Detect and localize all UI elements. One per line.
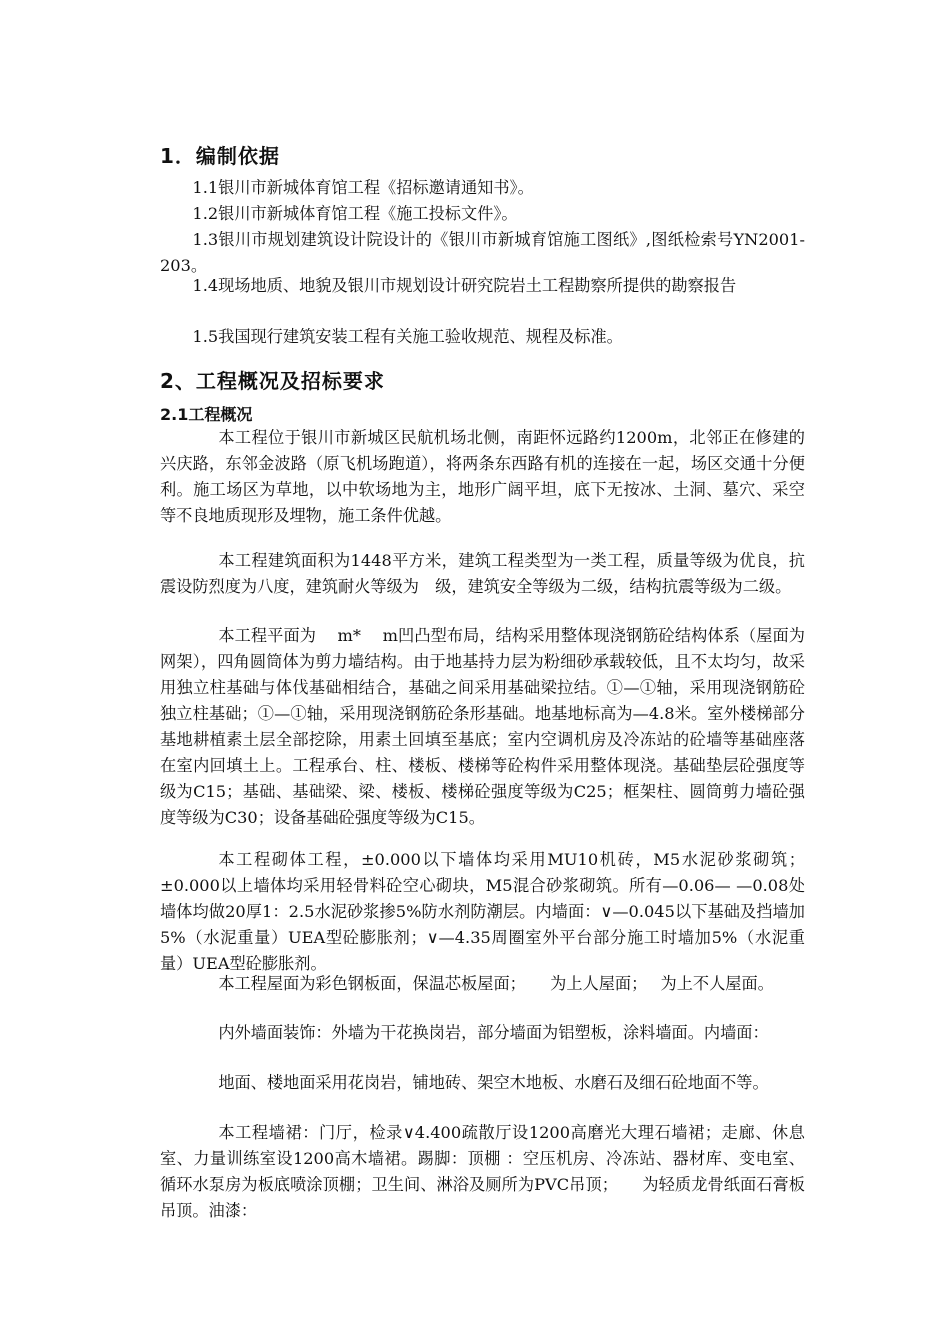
overview-paragraph-roof: 本工程屋面为彩色钢板面，保温芯板屋面； 为上人屋面； 为上不人屋面。: [218, 974, 774, 993]
basis-item-4: 1.4现场地质、地貌及银川市规划设计研究院岩土工程勘察所提供的勘察报告: [192, 276, 737, 295]
subsection-2-1-heading: 2.1工程概况: [160, 405, 253, 424]
overview-paragraph-structure: 本工程平面为 m* m凹凸型布局，结构采用整体现浇钢筋砼结构体系（屋面为网架），四角圆筒体为剪力墙结构。由于地基持力层为粉细砂承载较低，且不太均匀，故采用独立柱基础与体伐基础相结合，基础之间采用基础梁拉结。①—①轴，采用现浇钢筋砼独立柱基础；①—①轴，采用现浇钢筋砼条形基础。地基地标高为—4.8米。室外楼梯部分基地耕植素土层全部挖除，用素土回填至基底；室内空调机房及冷冻站的砼墙等基础座落在室内回填土上。工程承台、柱、楼板、楼梯等砼构件采用整体现浇。基础垫层砼强度等级为C15；基础、基础梁、梁、楼板、楼梯砼强度等级为C25；框架柱、圆筒剪力墙砼强度等级为C30；设备基础砼强度等级为C15。: [160, 626, 805, 827]
basis-item-5: 1.5我国现行建筑安装工程有关施工验收规范、规程及标准。: [192, 327, 623, 346]
overview-paragraph-area: 本工程建筑面积为1448平方米，建筑工程类型为一类工程，质量等级为优良，抗震设防烈度为八度，建筑耐火等级为 级，建筑安全等级为二级，结构抗震等级为二级。: [160, 551, 805, 596]
overview-paragraph-location: 本工程位于银川市新城区民航机场北侧，南距怀远路约1200m，北邻正在修建的兴庆路，东邻金波路（原飞机场跑道），将两条东西路有机的连接在一起，场区交通十分便利。施工场区为草地，以中软场地为主，地形广阔平坦，底下无按冰、土洞、墓穴、采空等不良地质现形及埋物，施工条件优越。: [160, 428, 805, 525]
overview-paragraph-floor: 地面、楼地面采用花岗岩，铺地砖、架空木地板、水磨石及细石砼地面不等。: [218, 1073, 769, 1092]
basis-item-2: 1.2银川市新城体育馆工程《施工投标文件》。: [192, 204, 518, 223]
basis-item-3: 1.3银川市规划建筑设计院设计的《银川市新城育馆施工图纸》,图纸检索号YN2001-203。: [160, 230, 805, 275]
overview-paragraph-wall-finish: 内外墙面装饰：外墙为干花换岗岩，部分墙面为铝塑板，涂料墙面。内墙面：: [218, 1023, 769, 1042]
overview-paragraph-dado: 本工程墙裙：门厅，检录∨4.400疏散厅设1200高磨光大理石墙裙；走廊、休息室、力量训练室设1200高木墙裙。踢脚：顶棚 ：空压机房、冷冻站、器材库、变电室、循环水泵房为板底喷涂顶棚；卫生间、淋浴及厕所为PVC吊顶； 为轻质龙骨纸面石膏板吊顶。油漆：: [160, 1123, 805, 1220]
section-1-heading: 1．编制依据: [160, 144, 280, 168]
section-2-heading: 2、工程概况及招标要求: [160, 369, 385, 393]
overview-paragraph-masonry: 本工程砌体工程，±0.000以下墙体均采用MU10机砖，M5水泥砂浆砌筑；±0.000以上墙体均采用轻骨料砼空心砌块，M5混合砂浆砌筑。所有—0.06— —0.08处墙体均做20厚1：2.5水泥砂浆掺5%防水剂防潮层。内墙面：∨—0.045以下基础及挡墙加5%（水泥重量）UEA型砼膨胀剂；∨—4.35周圈室外平台部分施工时墙加5%（水泥重量）UEA型砼膨胀剂。: [160, 850, 805, 973]
basis-item-1: 1.1银川市新城体育馆工程《招标邀请通知书》。: [192, 178, 534, 197]
